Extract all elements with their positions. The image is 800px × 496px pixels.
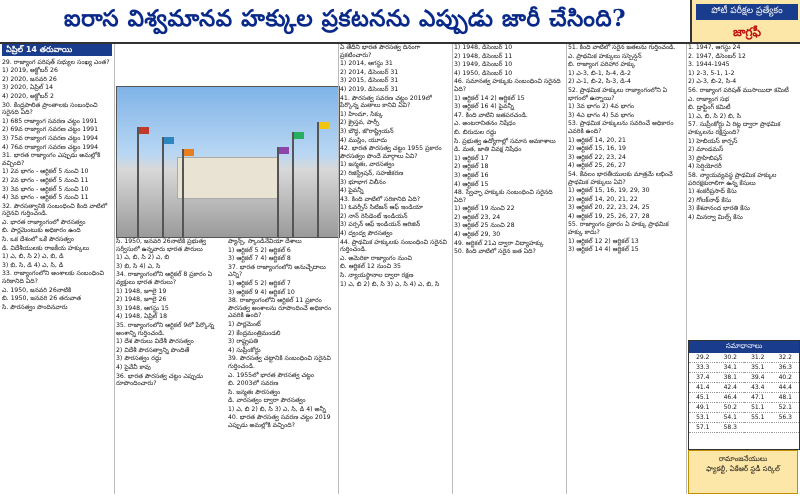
text-line: 1) ఆర్టికల్ 14, 20, 21: [568, 136, 626, 144]
text-line: 1) ఓవర్సీస్ సిటిజన్ ఆఫ్ ఇండియా: [340, 204, 423, 212]
column-text: [228, 238, 336, 430]
text-line: 4) ఆర్టికల్ 25, 26, 27: [568, 162, 626, 170]
text-line: 4) 1950, డిసెంబర్ 10: [454, 69, 513, 77]
text-line: 3) బి, సి 4) ఎ, సి: [116, 262, 161, 270]
text-line: ప్యాన్స్, స్కాండినేవియా దేశాలు: [228, 238, 302, 245]
answer-row: [689, 423, 799, 433]
answer-cell: 39.4: [744, 373, 772, 383]
text-line: 53. ప్రాథమిక హక్కులను సవరించే అధికారం ఎవరికి ఉంది?: [568, 120, 674, 135]
answer-cell: 31.2: [744, 353, 772, 363]
answer-cell: 48.1: [772, 393, 800, 403]
text-line: 1) పార్లమెంట్: [228, 320, 261, 328]
answer-cell: 45.1: [689, 393, 717, 403]
answer-key: [688, 340, 800, 450]
text-line: 54. కేవలం భారతీయులకు మాత్రమే లభించే ప్రాథమిక హక్కులు ఏవి?: [568, 170, 673, 186]
answer-row: [689, 403, 799, 413]
answer-cell: 49.1: [689, 403, 717, 413]
answer-cell: 52.1: [772, 403, 800, 413]
text-line: 2) 1948, జూలై 26: [116, 296, 167, 304]
text-line: 42. భారత పౌరసత్వ చట్టం 1955 ప్రకారం పౌరసత్వం పొందే మార్గాలు ఏవి?: [340, 145, 442, 160]
column-text: [116, 238, 224, 388]
text-line: 3) 1948, ఆగస్టు 15: [116, 304, 169, 312]
answer-cell: 51.1: [744, 403, 772, 413]
text-line: 1) 1948, డిసెంబర్ 10: [454, 44, 513, 51]
text-line: 1) 685 రాజ్యాంగ సవరణ చట్టం 1991: [2, 117, 98, 125]
text-line: 4) 2019, డిసెంబర్ 31: [340, 85, 399, 93]
text-line: ఎ. అమెరికా రాజ్యాంగం నుంచి: [340, 254, 413, 262]
text-line: బి. పార్లమెంటుకు అధికారం ఉంది: [2, 227, 81, 235]
text-line: ఏ తేదీని భారత పౌరసత్వ దినంగా ప్రకటించారు?: [340, 44, 421, 59]
text-line: 4) పైవేవీ కావు: [116, 363, 151, 371]
text-line: 1) శంకరీప్రసాద్ కేసు: [688, 188, 737, 196]
text-line: 55. రాజ్యాంగం ప్రకారం ఏ హక్కు ప్రాథమిక హక్కు కాదు?: [568, 221, 669, 237]
text-line: సి. 1950, జనవరి 26నాటికి ప్రభుత్వ సర్వీసులో ఉన్నవారు భారత పౌరులు: [116, 238, 206, 253]
text-line: బి. 2003లో సవరణ: [228, 380, 279, 388]
text-line: 2) 2014, డిసెంబర్ 31: [340, 68, 399, 76]
text-line: 4) 2020, అక్టోబర్ 2: [2, 92, 54, 100]
text-line: ఎ. ప్రాథమిక హక్కులు సస్పెన్షన్: [568, 52, 642, 60]
text-line: 32. పౌరసత్వానికి సంబంధించి కింది వాటిలో సరైనవి గుర్తించండి.: [2, 202, 108, 218]
answer-cell: 55.1: [744, 413, 772, 423]
text-line: 1) 2వ భాగం - ఆర్టికల్ 5 నుంచి 10: [2, 168, 89, 176]
text-line: 3. 1944-1945: [688, 61, 730, 69]
text-line: 4) మినర్వా మిల్స్ కేసు: [688, 213, 743, 221]
text-line: 2) 69వ రాజ్యాంగ సవరణ చట్టం 1991: [2, 126, 99, 134]
text-line: 1) ఎ, బి 2) బి, సి 3) ఎ, సి, డి 4) అన్నీ: [228, 405, 326, 413]
text-line: 3) రాష్ట్రపతి: [228, 338, 259, 346]
text-line: సి. ఒక దేశంలో ఒకే పౌరసత్వం: [2, 236, 74, 244]
text-line: 49. ఆర్టికల్ 21ఎ ద్వారా విద్యాహక్కు: [454, 239, 544, 247]
text-line: 3) భూభాగ విలీనం: [340, 178, 386, 186]
text-line: 1. 1947, ఆగస్టు 24: [688, 44, 741, 51]
text-line: 4) సెర్షియోరరీ: [688, 163, 722, 171]
text-line: 33. రాజ్యాంగంలోని అంశాలకు సంబంధించి సరికానిది ఏది?: [2, 270, 104, 286]
text-line: 4) పైవన్నీ: [340, 187, 364, 195]
text-line: 1) ఎ, బి, సి 2) ఎ, బి, డి: [2, 253, 64, 261]
answer-cell: 40.2: [772, 373, 800, 383]
text-line: 2) విదేశీ పౌరసత్వాన్ని పొందితే: [116, 346, 190, 354]
answer-cell: 54.1: [717, 413, 745, 423]
text-line: సి. జన్మతః పౌరసత్వం: [228, 388, 281, 396]
answer-cell: 30.2: [717, 353, 745, 363]
text-line: 2) ఆర్టికల్ 18: [454, 163, 489, 171]
column-1: [2, 44, 112, 496]
text-line: 1) 2014, ఆగస్టు 31: [340, 60, 393, 68]
answer-cell: 42.4: [717, 383, 745, 393]
text-line: 2) క్రైస్తవ, పార్సీ: [340, 119, 380, 127]
text-line: 4) ముస్లిం, యూదు: [340, 136, 388, 144]
un-flags-photo: [116, 86, 340, 238]
column-text: [688, 44, 798, 221]
text-line: 51. కింది వాటిలో సరైన జతలను గుర్తించండి.: [568, 44, 676, 51]
text-line: 3) కేశవానంద భారతి కేసు: [688, 205, 750, 213]
text-line: 38. రాజ్యాంగంలోని ఆర్టికల్ 11 ప్రకారం పౌరసత్వ అంశాలను రూపొందించే అధికారం ఎవరికి ఉంది?: [228, 297, 332, 320]
text-line: 3) ఆర్టికల్ 16 4) పైవన్నీ: [454, 103, 514, 111]
text-line: డి. మత, జాతి వివక్ష నిషేధం: [454, 146, 522, 154]
column-4: [340, 44, 450, 496]
answer-cell: 36.3: [772, 363, 800, 373]
answer-cell: 34.1: [717, 363, 745, 373]
answer-table: [689, 353, 799, 433]
text-line: 1) హిందూ, సిక్కు: [340, 110, 383, 118]
text-line: 3) ఆర్టికల్ 22, 23, 24: [568, 153, 626, 161]
text-line: బి. బిరుదుల రద్దు: [454, 128, 497, 136]
answer-cell: 35.1: [744, 363, 772, 373]
author-name: రామాంజనేయులు: [718, 455, 768, 463]
page-headline: ఐరాస విశ్వమానవ హక్కుల ప్రకటనను ఎప్పుడు జారీ చేసింది?: [0, 0, 690, 44]
column-text: [454, 44, 564, 256]
text-line: బి. రాజ్యాంగ పరిహార హక్కు: [568, 61, 636, 69]
text-line: 1) ఆర్టికల్ 19 నుంచి 22: [454, 205, 515, 213]
date-label: ఏప్రిల్ 14 తరువాయి: [2, 44, 112, 56]
text-line: 47. కింది వాటిని జతపరచండి.: [454, 111, 528, 119]
text-line: 44. ప్రాథమిక హక్కులకు సంబంధించి సరైనవి గుర్తించండి.: [340, 238, 447, 254]
text-line: 4) ఆర్టికల్ 15: [454, 180, 489, 188]
text-line: 2) 1948, డిసెంబర్ 11: [454, 52, 513, 60]
text-line: ఎ. అంటరానితనం నిషేధం: [454, 120, 516, 128]
answer-cell: 58.3: [717, 423, 745, 433]
answer-cell: [772, 423, 800, 433]
text-line: 1) జన్మతః, వారసత్వం: [340, 161, 395, 169]
text-line: 2) ఆర్టికల్ 23, 24: [454, 213, 501, 221]
text-line: 2) కేంద్రమంత్రిమండలి: [228, 329, 281, 337]
text-line: 3) 1949, డిసెంబర్ 10: [454, 61, 513, 69]
text-line: 3) ఆర్టికల్ 20, 22, 23, 24, 25: [568, 204, 650, 212]
answer-cell: 56.3: [772, 413, 800, 423]
text-line: 1) ఆర్టికల్ 14 2) ఆర్టికల్ 15: [454, 94, 525, 102]
text-line: 2) నాన్ రెసిడెంట్ ఇండియన్: [340, 212, 408, 220]
text-line: ఎ. 1950, జనవరి 26నాటికి: [2, 286, 72, 294]
text-line: 4) ఆర్టికల్ 29, 30: [454, 231, 501, 239]
answer-cell: 44.4: [772, 383, 800, 393]
answer-row: [689, 383, 799, 393]
text-line: 3) 3వ భాగం - ఆర్టికల్ 5 నుంచి 10: [2, 185, 89, 193]
answer-cell: 33.3: [689, 363, 717, 373]
text-line: 58. న్యాయవ్యవస్థ ప్రాథమిక హక్కుల పరిరక్షకురాలిగా ఉన్న కేసులు: [688, 171, 777, 187]
text-line: 2) ఆర్టికల్ 15, 16, 19: [568, 145, 626, 153]
text-line: 43. కింది వాటిలో సరికానిది ఏది?: [340, 195, 421, 203]
text-line: 1) ఆర్టికల్ 12 2) ఆర్టికల్ 13: [568, 237, 639, 245]
text-line: 2. 1947, డిసెంబర్ 12: [688, 52, 746, 60]
text-line: 1) హెబియస్ కార్పస్: [688, 137, 738, 145]
text-line: 3) బౌద్ధ, జొరాష్ట్రియన్: [340, 127, 394, 135]
text-line: 3) 4ఎ భాగం 4) 5వ భాగం: [568, 111, 634, 119]
text-line: ఎ. రాజ్యాంగ సభ: [688, 95, 729, 103]
text-line: 4) సుప్రీంకోర్టు: [228, 346, 261, 354]
author-box: [688, 450, 798, 494]
text-line: 1) ఎ, బి, సి 2) బి, సి: [688, 112, 742, 120]
text-line: 1) ఆర్టికల్ 17: [454, 154, 489, 162]
text-line: 2) రిజిస్ట్రేషన్, సహజీకరణ: [340, 169, 404, 177]
text-line: 1) ఎ-3, బి-1, సి-4, డి-2: [568, 69, 631, 77]
un-building: [177, 157, 279, 199]
answer-cell: 57.1: [689, 423, 717, 433]
text-line: బి. 1950, జనవరి 26 తరువాత: [2, 295, 82, 303]
text-line: బి. డ్రాఫ్టింగ్ కమిటీ: [688, 104, 731, 112]
text-line: 1) ఆర్టికల్ 5 2) ఆర్టికల్ 6: [228, 246, 291, 254]
answer-title: సమాధానాలు: [689, 341, 799, 353]
text-line: బి. ఆర్టికల్ 12 నుంచి 35: [340, 263, 401, 271]
text-line: 4) 3వ భాగం - ఆర్టికల్ 5 నుంచి 11: [2, 194, 89, 202]
tag-line2: జాగ్రఫీ: [732, 25, 762, 39]
text-line: 4) 1948, ఏప్రిల్ 18: [116, 313, 168, 321]
text-line: 35. రాజ్యాంగంలోని ఆర్టికల్ 9లో పేర్కొన్న అంశాన్ని గుర్తించండి.: [116, 321, 215, 337]
tag-line1: పోటీ పరీక్షల ప్రత్యేకం: [696, 4, 798, 20]
text-line: 1) 2-3, 5-1, 1-2: [688, 69, 735, 77]
answer-cell: 53.1: [689, 413, 717, 423]
text-line: 2) ఎ-1, బి-2, సి-3, డి-4: [568, 78, 631, 86]
text-line: 2) ఆర్టికల్ 14, 20, 21, 22: [568, 195, 638, 203]
text-line: 3) ప్రొహిబిషన్: [688, 154, 723, 162]
answer-cell: 41.4: [689, 383, 717, 393]
answer-cell: 46.4: [717, 393, 745, 403]
column-6: [568, 44, 684, 496]
text-line: 3) పర్సన్ ఆఫ్ ఇండియన్ ఆరిజిన్: [340, 221, 421, 229]
answer-cell: [744, 423, 772, 433]
text-line: 1) 3వ భాగం 2) 4వ భాగం: [568, 103, 634, 111]
text-line: 3) పౌరసత్వం రద్దు: [116, 355, 162, 363]
text-line: 1) ఎ, బి 2) బి, సి 3) ఎ, సి 4) ఎ, బి, సి: [340, 280, 440, 288]
column-3: [228, 238, 336, 494]
answer-cell: 50.2: [717, 403, 745, 413]
text-line: 2) మాండమస్: [688, 146, 724, 154]
text-line: 1) 2019, అక్టోబర్ 26: [2, 67, 58, 75]
text-line: 29. రాజ్యాంగ పరిషత్ సభ్యుల సంఖ్య ఎంత?: [2, 58, 110, 66]
text-line: 31. భారత రాజ్యాంగం ఎప్పుడు అమల్లోకి వచ్చింది?: [2, 152, 101, 167]
text-line: డి. విదేశీయులకు రాజకీయ హక్కులు: [2, 244, 90, 252]
answer-row: [689, 353, 799, 363]
text-line: 1) 1948, జూలై 19: [116, 287, 167, 295]
author-affiliation: ఫ్యాకల్టీ, ఏకేఆర్ స్టడీ సర్కిల్: [706, 465, 780, 473]
text-line: 39. పౌరసత్వ చట్టానికి సంబంధించి సరైనవి గుర్తించండి.: [228, 355, 331, 370]
text-line: 1) దేశ పౌరులు విదేశీ పౌరసత్వం: [116, 338, 194, 346]
text-line: ఎ. 1955లో భారత పౌరసత్వ చట్టం: [228, 371, 315, 379]
text-line: 2) ఎ-3, బి-2, సి-4: [688, 78, 737, 86]
text-line: 2) గోలక్‌నాథ్ కేసు: [688, 196, 732, 204]
text-line: 36. భారత పౌరసత్వ చట్టం ఎప్పుడు రూపొందించారు?: [116, 372, 203, 388]
text-line: 3) బి, సి, డి 4) ఎ, సి, డి: [2, 261, 64, 269]
text-line: 4) ఆర్టికల్ 19, 25, 26, 27, 28: [568, 212, 650, 220]
text-line: 41. పౌరసత్వ సవరణ చట్టం 2019లో పేర్కొన్న మతాలు కానివి ఏవి?: [340, 94, 432, 110]
text-line: 37. భారత రాజ్యాంగంలోని అనుచ్ఛేదాలు ఎన్ని?: [228, 263, 326, 279]
answer-cell: 37.4: [689, 373, 717, 383]
answer-row: [689, 393, 799, 403]
text-line: 1) ఆర్టికల్ 5 2) ఆర్టికల్ 7: [228, 279, 291, 287]
answer-row: [689, 373, 799, 383]
text-line: 57. సుప్రీంకోర్టు ఏ రిట్ల ద్వారా ప్రాథమిక హక్కులను రక్షిస్తుంది?: [688, 121, 781, 136]
text-line: 46. సమానత్వ హక్కుకు సంబంధించి సరైనది ఏది?: [454, 78, 561, 93]
text-line: సి. ప్రభుత్వ ఉద్యోగాల్లో సమాన అవకాశాలు: [454, 137, 556, 145]
text-line: డి. వారసత్వం ద్వారా పౌరసత్వం: [228, 397, 306, 405]
answer-row: [689, 413, 799, 423]
text-line: 1) ఎ, బి, సి 2) ఎ, బి: [116, 254, 170, 262]
text-line: 56. రాజ్యాంగ పరిషత్ ముసాయిదా కమిటీ: [688, 86, 789, 94]
text-line: 34. రాజ్యాంగంలోని ఆర్టికల్ 8 ప్రకారం ఏ వ్యక్తులు భారత పౌరులు?: [116, 271, 213, 286]
answer-cell: 29.2: [689, 353, 717, 363]
answer-cell: 47.1: [744, 393, 772, 403]
answer-cell: 32.2: [772, 353, 800, 363]
text-line: 3) 75వ రాజ్యాంగ సవరణ చట్టం 1994: [2, 134, 99, 142]
text-line: 52. ప్రాథమిక హక్కులు రాజ్యాంగంలోని ఏ భాగంలో ఉన్నాయి?: [568, 86, 668, 102]
answer-cell: 43.4: [744, 383, 772, 393]
column-5: [454, 44, 564, 496]
text-line: 3) ఆర్టికల్ 14 4) ఆర్టికల్ 15: [568, 246, 639, 254]
text-line: 2) 2వ భాగం - ఆర్టికల్ 5 నుంచి 11: [2, 176, 89, 184]
text-line: 1) ఆర్టికల్ 15, 16, 19, 29, 30: [568, 187, 650, 195]
column-text: [568, 44, 684, 254]
text-line: 3) ఆర్టికల్ 7 4) ఆర్టికల్ 8: [228, 255, 291, 263]
text-line: 2) 2020, జనవరి 26: [2, 75, 57, 83]
text-line: 3) ఆర్టికల్ 9 4) ఆర్టికల్ 10: [228, 288, 295, 296]
column-7: [688, 44, 798, 336]
text-line: సి. పౌరసత్వం పొందినవారు: [2, 303, 68, 311]
text-line: 50. కింది వాటిలో సరైన జత ఏది?: [454, 248, 536, 256]
text-line: ఎ. భారత రాజ్యాంగంలో పౌరసత్వం: [2, 218, 86, 226]
text-line: 4) ద్వంద్వ పౌరసత్వం: [340, 230, 393, 238]
text-line: 3) 2020, ఏప్రిల్ 14: [2, 84, 54, 92]
section-tag: [690, 0, 800, 44]
answer-cell: 38.1: [717, 373, 745, 383]
text-line: 4) 76వ రాజ్యాంగ సవరణ చట్టం 1994: [2, 143, 99, 151]
column-text: [340, 44, 450, 288]
text-line: సి. న్యాయస్థానాల ద్వారా రక్షణ: [340, 272, 414, 280]
text-line: 3) ఆర్టికల్ 16: [454, 171, 489, 179]
answer-row: [689, 363, 799, 373]
text-line: 3) 2015, డిసెంబర్ 31: [340, 77, 399, 85]
column-text: [2, 59, 112, 312]
text-line: 3) ఆర్టికల్ 25 నుంచి 28: [454, 222, 515, 230]
text-line: 48. స్వేచ్ఛా హక్కుకు సంబంధించి సరైనది ఏది?: [454, 189, 553, 204]
column-2: [116, 238, 224, 494]
text-line: 30. కేంద్రపాలిత ప్రాంతాలకు సంబంధించి సరైనది ఏది?: [2, 101, 98, 117]
text-line: 40. భారత పౌరసత్వ సవరణ చట్టం 2019 ఎప్పుడు అమల్లోకి వచ్చింది?: [228, 414, 331, 430]
